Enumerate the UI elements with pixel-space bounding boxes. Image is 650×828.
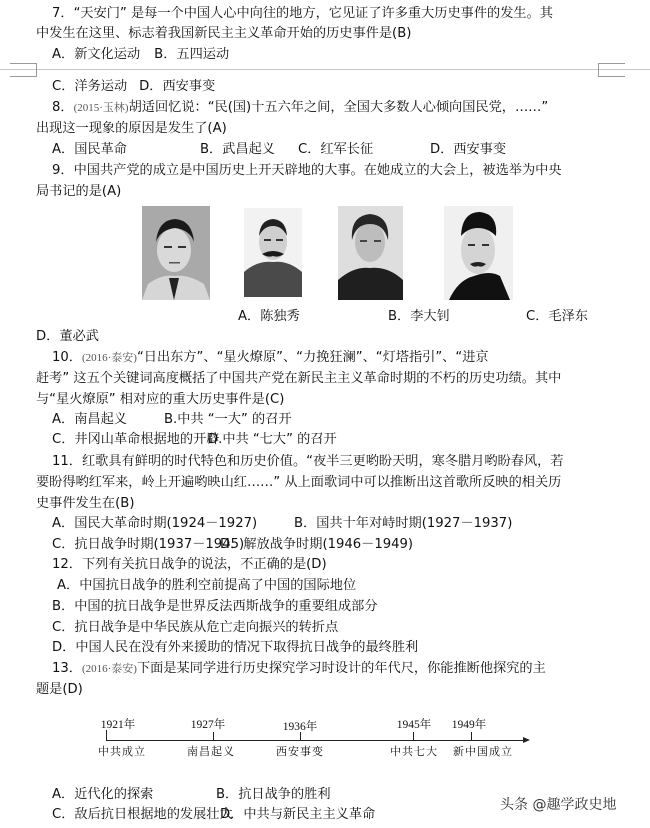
q13-options-ab (52, 785, 331, 805)
timeline-tick-1949 (471, 732, 472, 740)
q12-stem: 12．下列有关抗日战争的说法，不正确的是(D) (52, 557, 327, 572)
page-corner-mark-right (598, 63, 625, 77)
q10-option-b: B.中共 “一大” 的召开 (164, 412, 292, 427)
q8-stem-text: 胡适回忆说：“民(国)十五六年之间，全国大多数人心倾向国民党，……” (128, 100, 549, 115)
q9-option-b: B．李大钊 (388, 309, 450, 324)
q12-option-b: B．中国的抗日战争是世界反法西斯战争的重要组成部分 (52, 599, 378, 614)
page-break-line (0, 69, 650, 70)
q9-option-a: A．陈独秀 (238, 309, 300, 324)
q11-option-c: C．抗日战争时期(1937－1945) (52, 537, 245, 552)
timeline-year-1949: 1949年 (451, 719, 487, 731)
portrait-photo-1 (142, 206, 210, 300)
q13-options-cd (52, 805, 375, 825)
timeline-event-1945: 中共七大 (390, 745, 438, 758)
timeline-year-1927: 1927年 (190, 719, 226, 731)
timeline-axis (106, 740, 526, 741)
q10-option-c: C．井冈山革命根据地的开辟 (52, 432, 220, 447)
q10-option-a: A．南昌起义 (52, 412, 127, 427)
page-corner-mark-left (10, 63, 37, 77)
q11-stem-line2: 要盼得哟红军来，岭上开遍哟映山红……” 从上面歌词中可以推断出这首歌所反映的相关历 (36, 475, 562, 490)
q8-stem-line2: 出现这一现象的原因是发生了(A) (36, 121, 227, 136)
q10-option-d: D.中共 “七大” 的召开 (208, 432, 337, 447)
timeline-year-1945: 1945年 (396, 719, 432, 731)
q10-options-ab (52, 410, 292, 430)
q10-number: 10． (52, 350, 82, 365)
timeline-event-1949: 新中国成立 (453, 745, 513, 758)
timeline-event-1921: 中共成立 (98, 745, 146, 758)
q13-option-c: C．敌后抗日根据地的发展壮大 (52, 807, 233, 822)
q13-option-a: A．近代化的探索 (52, 787, 154, 802)
q8-options (52, 140, 506, 160)
q8-option-d: D．西安事变 (430, 142, 507, 157)
q8-stem-line1 (52, 98, 548, 118)
q9-stem-line1: 9．中国共产党的成立是中国历史上开天辟地的大事。在她成立的大会上，被选举为中央 (52, 163, 562, 178)
q13-source: (2016·泰安) (81, 663, 137, 675)
portrait-photo-4 (444, 206, 513, 300)
timeline-year-1936: 1936年 (282, 721, 318, 733)
q8-option-a: A．国民革命 (52, 142, 127, 157)
q8-source: (2015·玉林) (73, 102, 129, 114)
q7-option-b: B．五四运动 (154, 47, 230, 62)
q13-stem-line2: 题是(D) (36, 682, 83, 697)
timeline-tick-1945 (413, 732, 414, 740)
q13-option-b: B．抗日战争的胜利 (216, 787, 331, 802)
q13-option-d: D．中共与新民主主义革命 (220, 807, 376, 822)
q11-option-a: A．国民大革命时期(1924－1927) (52, 516, 258, 531)
q9-option-c: C．毛泽东 (526, 309, 588, 324)
q8-option-c: C．红军长征 (298, 142, 374, 157)
q13-stem-line1 (52, 659, 546, 679)
q12-option-a: A．中国抗日战争的胜利空前提高了中国的国际地位 (57, 578, 357, 593)
q11-options-cd (52, 535, 413, 555)
q7-option-d: D．西安事变 (139, 79, 216, 94)
q13-stem-text: 下面是某同学进行历史探究学习时设计的年代尺，你能推断他探究的主 (136, 661, 546, 676)
q8-number: 8． (52, 100, 74, 115)
q10-stem-line2: 赶考” 这五个关键词高度概括了中国共产党在新民主主义革命时期的不朽的历史功绩。其中 (36, 371, 562, 386)
q7-options-cd (52, 77, 215, 97)
q13-number: 13． (52, 661, 82, 676)
q7-option-c: C．洋务运动 (52, 79, 128, 94)
timeline-tick-1927 (213, 732, 214, 740)
watermark: 头条 @趣学政史地 (500, 797, 617, 813)
q12-option-c: C．抗日战争是中华民族从危亡走向振兴的转折点 (52, 620, 339, 635)
timeline-event-1927: 南昌起义 (187, 745, 235, 758)
q11-options-ab (52, 514, 512, 534)
q7-options-ab (52, 45, 229, 65)
q8-option-b: B．武昌起义 (200, 142, 275, 157)
portrait-photo-3 (338, 206, 403, 300)
q7-option-a: A．新文化运动 (52, 47, 141, 62)
q10-stem-line1 (52, 348, 489, 368)
timeline-arrow-icon (523, 737, 530, 743)
q10-stem-line3: 与“星火燎原” 相对应的重大历史事件是(C) (36, 392, 285, 407)
q10-stem-text: “日出东方”、“星火燎原”、“力挽狂澜”、“灯塔指引”、“进京 (136, 350, 489, 365)
timeline-year-1921: 1921年 (100, 719, 136, 731)
q7-stem-line2: 中发生在这里、标志着我国新民主主义革命开始的历史事件是(B) (36, 26, 412, 41)
portrait-photo-2 (244, 208, 302, 297)
timeline-event-1936: 西安事变 (276, 745, 324, 758)
q12-option-d: D．中国人民在没有外来援助的情况下取得抗日战争的最终胜利 (52, 640, 419, 655)
q9-stem-line2: 局书记的是(A) (36, 184, 122, 199)
q9-option-d: D．董必武 (36, 329, 99, 344)
q10-options-cd (52, 430, 337, 450)
q11-option-b: B．国共十年对峙时期(1927－1937) (294, 516, 513, 531)
q11-stem-line3: 史事件发生在(B) (36, 496, 135, 511)
q10-source: (2016·泰安) (81, 352, 137, 364)
q11-stem-line1: 11．红歌具有鲜明的时代特色和历史价值。“夜半三更哟盼天明，寒冬腊月哟盼春风，若 (52, 454, 564, 469)
q7-stem-line1: 7．“天安门” 是每一个中国人心中向往的地方，它见证了许多重大历史事件的发生。其 (52, 6, 553, 21)
q11-option-d: D．解放战争时期(1946－1949) (220, 537, 414, 552)
